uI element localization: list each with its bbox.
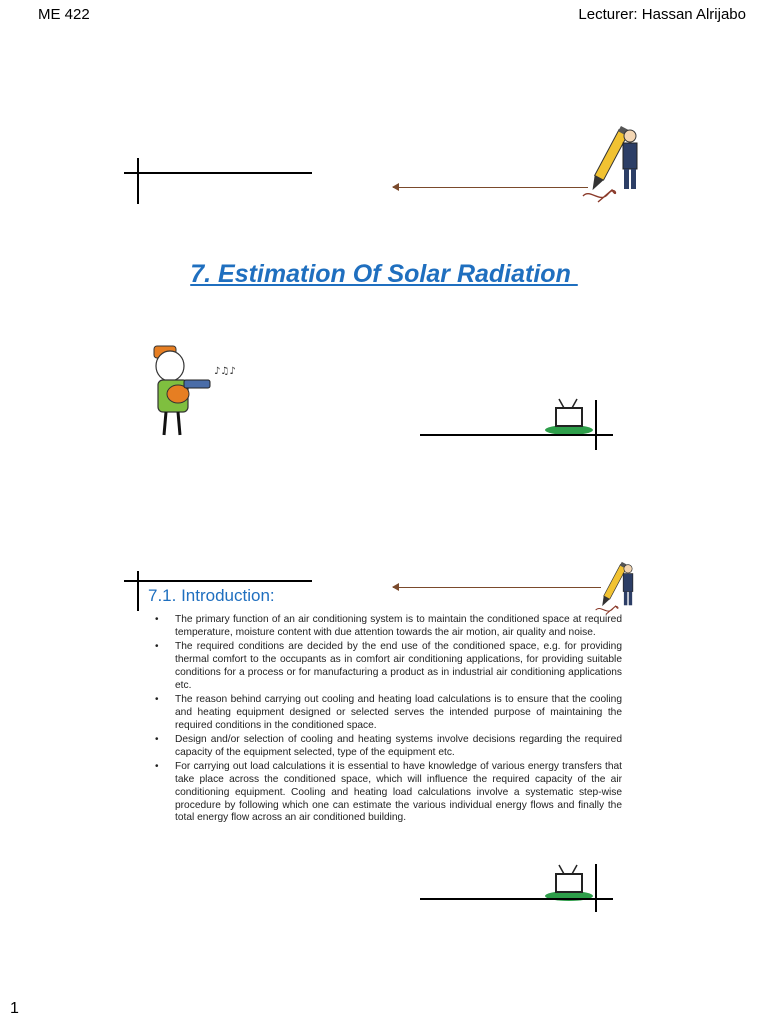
section-heading: 7.1. Introduction: <box>148 586 275 605</box>
corner-horizontal-line <box>124 172 312 174</box>
list-item: • The primary function of an air conditioning system is to maintain the conditioned space at required temperature, moisture content with due attention towards the air motion, air quality and noise. <box>154 614 622 640</box>
arrow-line <box>393 187 588 188</box>
pen-man-icon <box>586 555 648 617</box>
arrow-line <box>393 587 601 588</box>
course-code: ME 422 <box>38 6 90 23</box>
corner-horizontal-line <box>420 434 613 436</box>
svg-text:♪♫♪: ♪♫♪ <box>214 366 236 377</box>
page-title: 7. Estimation Of Solar Radiation <box>190 260 578 288</box>
list-item: • The reason behind carrying out cooling and heating load calculations is to ensure that the cooling and heating equipment designed or selected serves the intended purpose of maintaining the required conditions in the conditioned space. <box>154 694 622 732</box>
pen-man-icon <box>578 116 650 206</box>
corner-horizontal-line <box>124 580 312 582</box>
tv-icon <box>544 396 596 438</box>
corner-horizontal-line <box>420 898 613 900</box>
list-item: • For carrying out load calculations it is essential to have knowledge of various energy transfers that take place across the conditioned space, which will influence the required capacity of the air conditioning equipment. Cooling and heating load calculations involve a systematic step-wise procedure by following which one can estimate the various individual energy flows and finally the total energy flow across an air conditioned building. <box>154 761 622 825</box>
bullet-list <box>154 614 622 827</box>
corner-vertical-line <box>595 864 597 912</box>
corner-vertical-line <box>137 158 139 204</box>
list-item: • The required conditions are decided by the end use of the conditioned space, e.g. for providing thermal comfort to the occupants as in comfort air conditioning applications, for providing suitable conditions for a process or for manufacturing a product as in industrial air conditioning applications etc. <box>154 641 622 692</box>
corner-vertical-line <box>595 400 597 450</box>
lecturer-name: Lecturer: Hassan Alrijabo <box>578 6 746 23</box>
musician-icon <box>148 340 248 440</box>
list-item: • Design and/or selection of cooling and heating systems involve decisions regarding the required capacity of the equipment selected, type of the equipment etc. <box>154 734 622 760</box>
corner-vertical-line <box>137 571 139 611</box>
page-number: 1 <box>10 1000 19 1017</box>
